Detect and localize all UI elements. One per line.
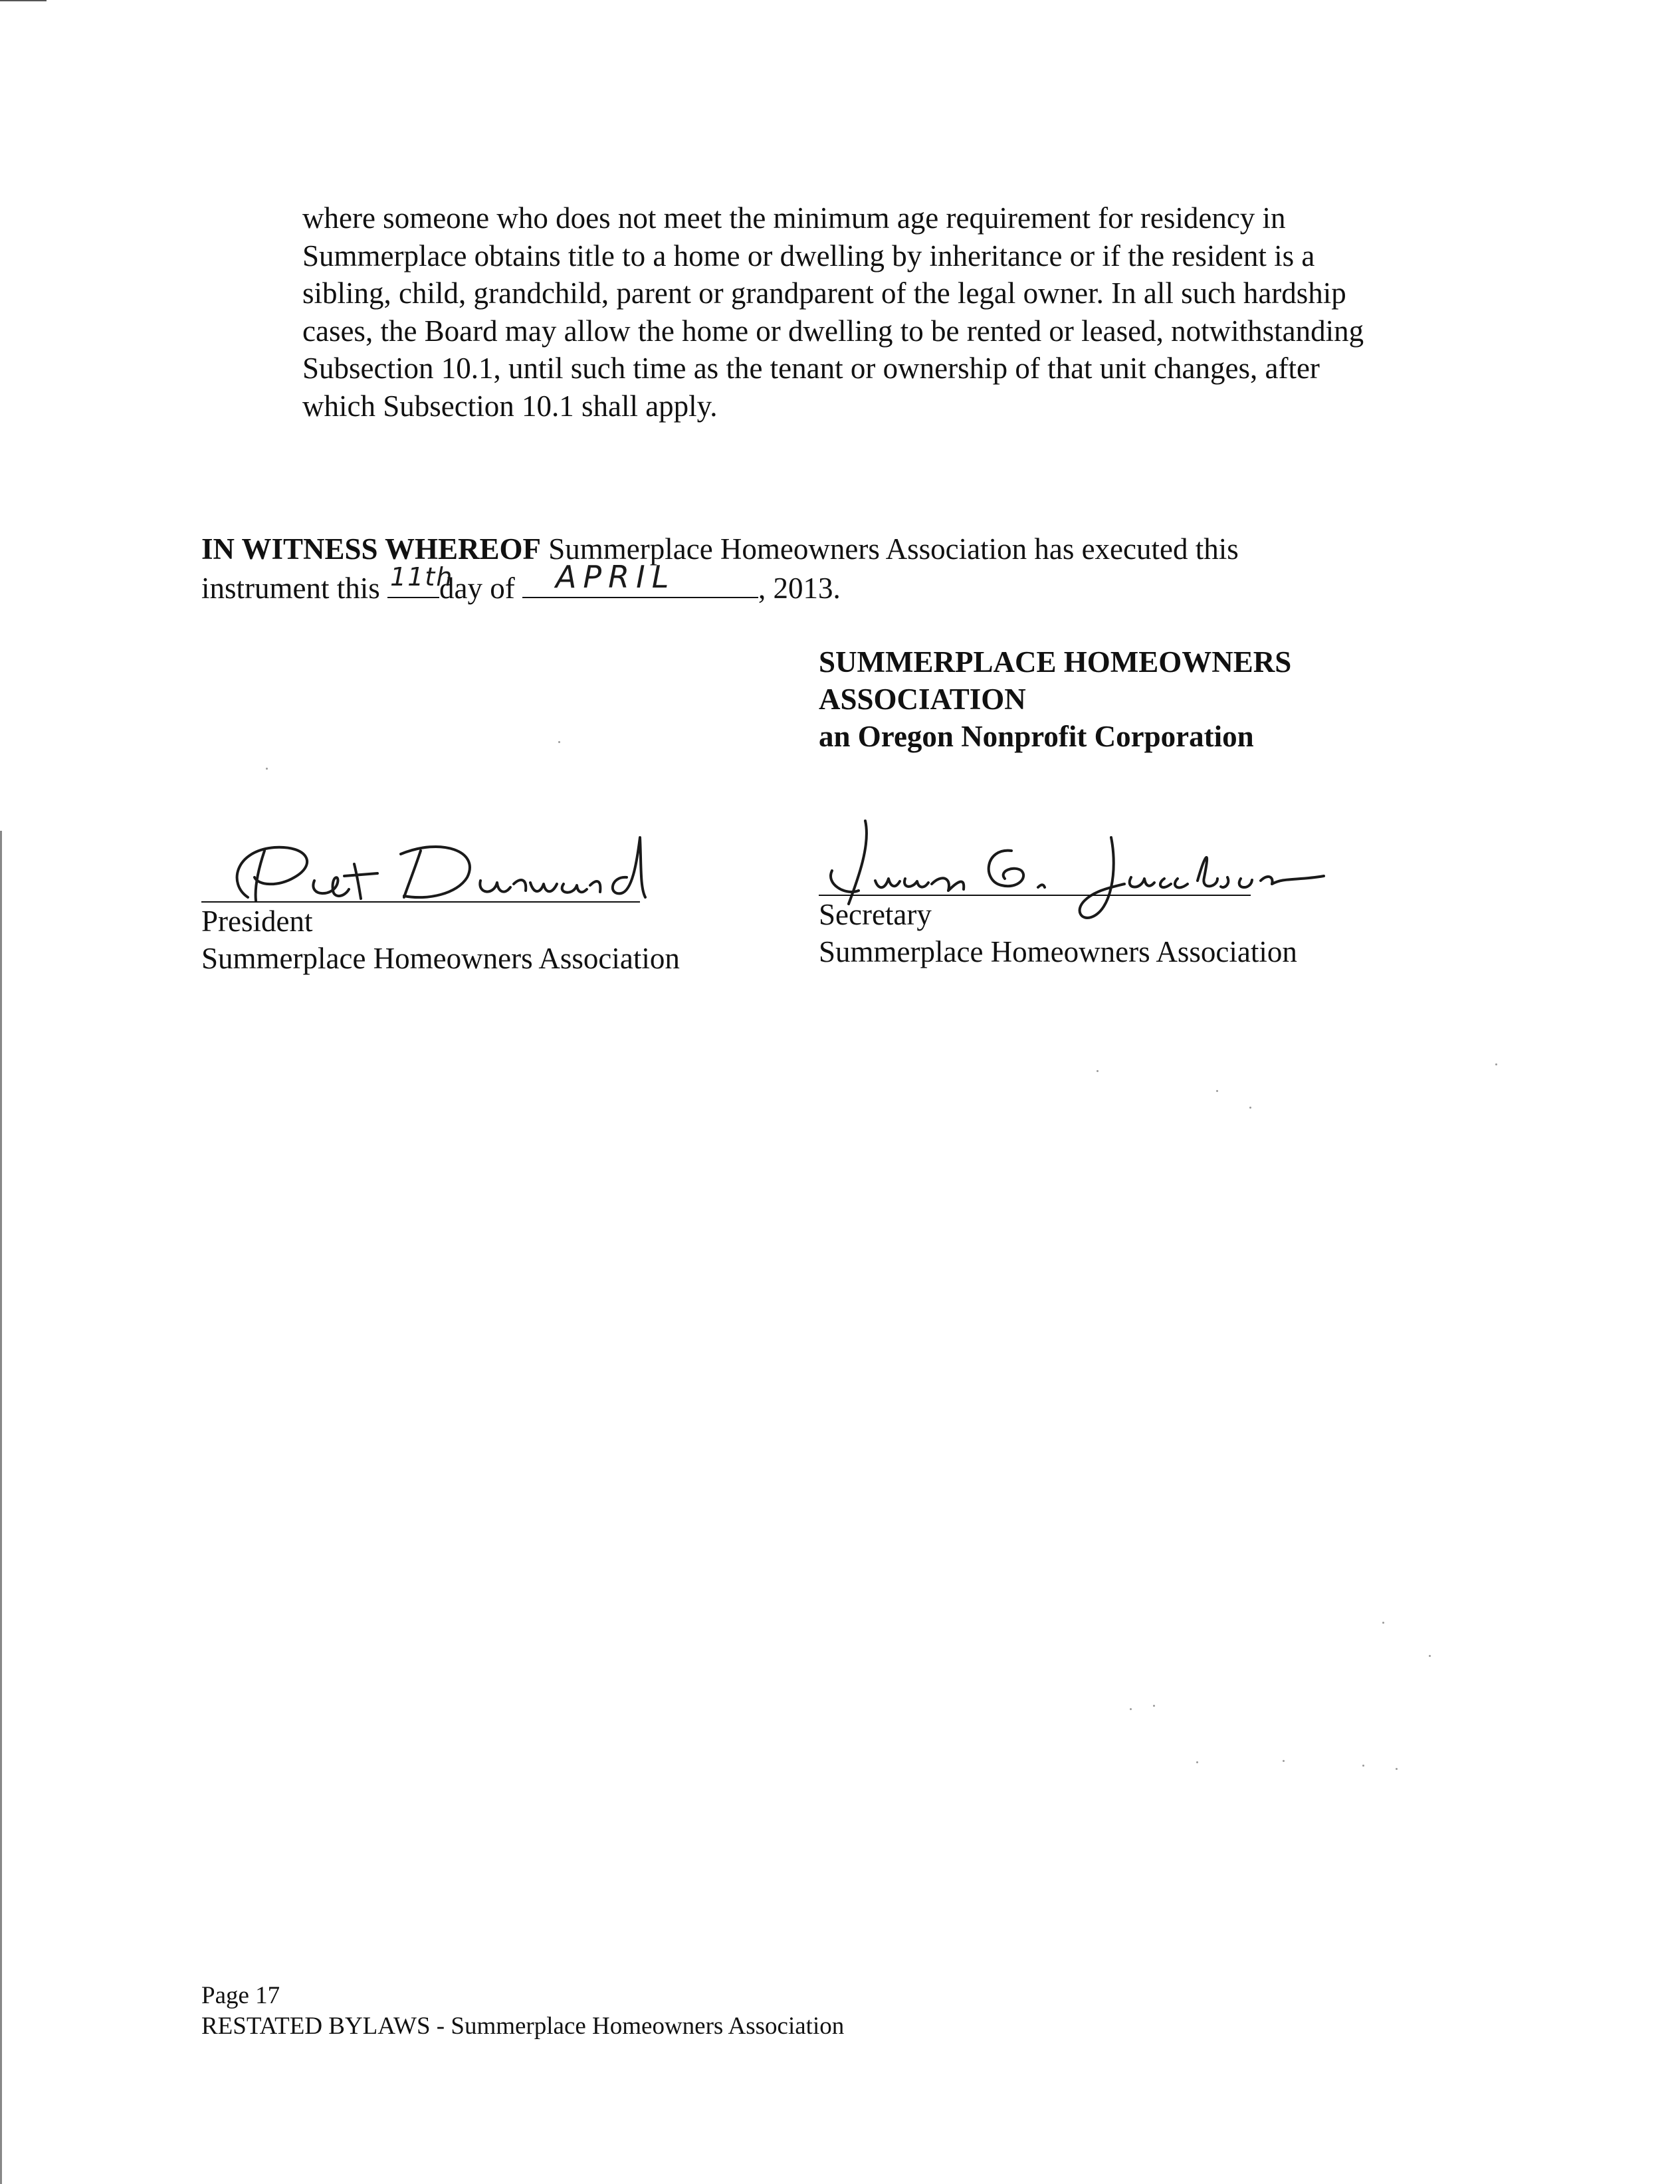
scan-edge-mark [0,0,47,1]
paragraph-line: sibling, child, grandchild, parent or grandparent of the legal owner. In all such hardship [302,276,1346,310]
scan-speck [1495,1063,1497,1065]
scan-speck [1396,1768,1398,1770]
body-paragraph [302,199,1472,425]
president-title: President [201,905,313,938]
paragraph-line: Subsection 10.1, until such time as the tenant or ownership of that unit changes, after [302,352,1320,385]
scan-speck [1382,1622,1384,1624]
scan-left-edge [0,831,2,2184]
witness-line2-suffix: , 2013. [758,572,841,605]
witness-bold-lead: IN WITNESS WHEREOF [201,532,541,566]
paragraph-line: where someone who does not meet the minimum age requirement for residency in [302,201,1286,235]
scan-speck [1196,1761,1198,1763]
scan-speck [1153,1705,1155,1707]
scan-speck [1216,1090,1218,1092]
witness-clause [201,530,1464,607]
scan-speck [1097,1070,1099,1072]
paragraph-line: cases, the Board may allow the home or dwelling to be rented or leased, notwithstanding [302,314,1364,348]
month-blank [522,559,758,598]
corporation-type: an Oregon Nonprofit Corporation [819,720,1254,753]
scan-speck [1362,1765,1364,1767]
handwritten-day: 11th [390,562,454,592]
witness-line-2 [201,559,1464,607]
page-number: Page 17 [201,1982,280,2009]
paragraph-line: Summerplace obtains title to a home or dwelling by inheritance or if the resident is a [302,239,1315,273]
corporation-block [819,643,1291,755]
corporation-name-line-1: SUMMERPLACE HOMEOWNERS [819,645,1292,679]
witness-line1-rest: Summerplace Homeowners Association has executed this [541,532,1239,566]
handwritten-month: APRIL [555,559,676,595]
secretary-organization: Summerplace Homeowners Association [819,935,1297,968]
corporation-name-line-2: ASSOCIATION [819,683,1026,716]
scan-speck [558,741,560,743]
scan-speck [266,768,268,770]
scan-speck [1429,1655,1431,1657]
page-footer [201,1981,844,2042]
scan-speck [1283,1760,1285,1762]
witness-line2-mid: day of [439,572,522,605]
president-organization: Summerplace Homeowners Association [201,942,680,975]
witness-line2-prefix: instrument this [201,572,387,605]
day-blank [387,562,454,598]
scan-speck [1249,1107,1251,1109]
secretary-title: Secretary [819,898,932,931]
president-signature-graphic [201,824,653,911]
footer-document-title: RESTATED BYLAWS - Summerplace Homeowners Association [201,2013,845,2040]
scan-speck [1130,1708,1132,1710]
paragraph-line: which Subsection 10.1 shall apply. [302,389,718,423]
